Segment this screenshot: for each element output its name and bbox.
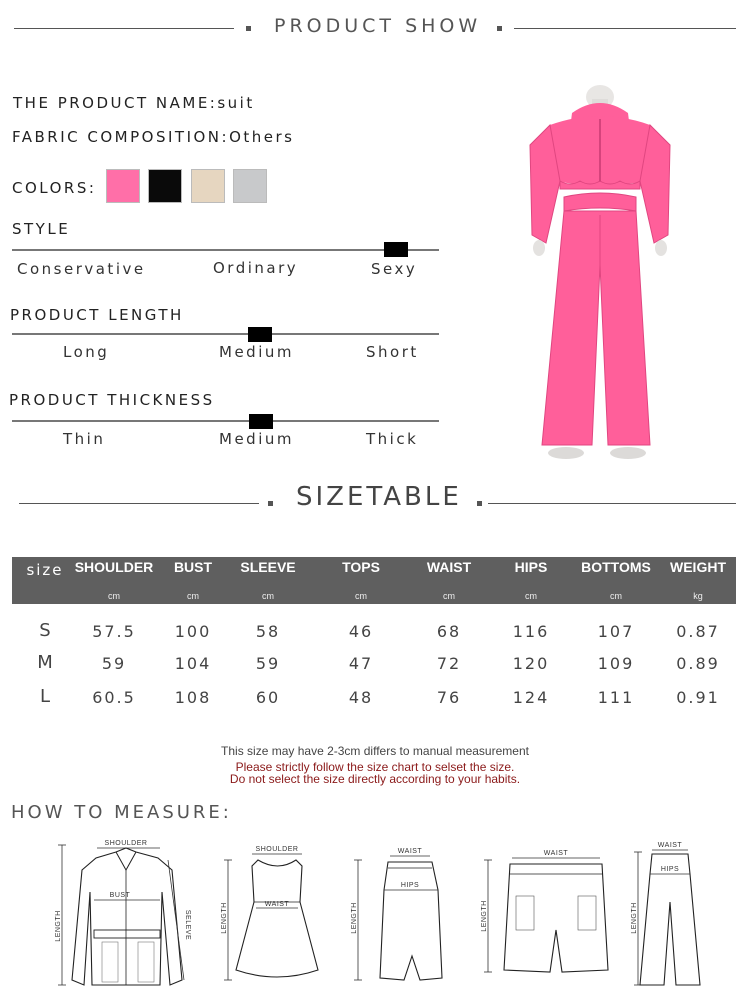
column-unit-bottoms: cm xyxy=(610,591,622,601)
pants-waist-label: WAIST xyxy=(657,842,683,849)
column-header-sleeve: SLEEVE xyxy=(240,559,296,575)
column-unit-bust: cm xyxy=(187,591,199,601)
shorts-length-label: LENGTH xyxy=(481,900,488,932)
colors-label: COLORS: xyxy=(12,179,97,197)
dress-shoulder-label: SHOULDER xyxy=(255,846,299,853)
column-header-bust: BUST xyxy=(173,559,213,575)
table-cell: 104 xyxy=(174,654,212,673)
table-cell: 111 xyxy=(597,688,635,707)
color-swatch-pink[interactable] xyxy=(106,169,140,203)
color-swatch-black[interactable] xyxy=(148,169,182,203)
column-header-bottoms: BOTTOMS xyxy=(581,559,651,575)
sizetable-square-right xyxy=(477,501,482,506)
note-follow-chart: Please strictly follow the size chart to selset the size. xyxy=(235,760,515,774)
column-unit-shoulder: cm xyxy=(108,591,120,601)
length-scale-marker xyxy=(248,327,272,342)
table-cell: 107 xyxy=(597,622,635,641)
header-rule-left xyxy=(14,28,234,29)
skirt-hips-label: HIPS xyxy=(400,882,420,889)
column-header-waist: WAIST xyxy=(426,559,472,575)
thickness-option-medium: Medium xyxy=(219,430,294,448)
header-square-left xyxy=(246,26,251,31)
pants-diagram xyxy=(631,842,700,985)
table-cell: 120 xyxy=(512,654,550,673)
length-option-medium: Medium xyxy=(219,343,294,361)
table-cell: 0.89 xyxy=(676,654,720,673)
fabric-composition-label: FABRIC COMPOSITION:Others xyxy=(12,128,295,146)
style-option-ordinary: Ordinary xyxy=(213,259,299,277)
table-cell: 0.91 xyxy=(676,688,720,707)
note-habits: Do not select the size directly according to your habits. xyxy=(229,772,521,786)
length-option-long: Long xyxy=(63,343,110,361)
dress-diagram xyxy=(221,846,318,980)
table-cell: 59 xyxy=(101,654,127,673)
table-cell: 58 xyxy=(255,622,281,641)
table-cell: 60.5 xyxy=(92,688,136,707)
pants-hips-label: HIPS xyxy=(660,866,680,873)
style-scale-line xyxy=(12,249,439,251)
column-unit-tops: cm xyxy=(355,591,367,601)
product-photo xyxy=(520,85,680,465)
table-cell: 0.87 xyxy=(676,622,720,641)
style-scale-title: STYLE xyxy=(12,220,71,238)
table-cell: 124 xyxy=(512,688,550,707)
column-unit-sleeve: cm xyxy=(262,591,274,601)
measurement-diagrams xyxy=(40,830,740,995)
note-measurement: This size may have 2-3cm differs to manual measurement xyxy=(221,744,529,758)
section-title-product-show: PRODUCT SHOW xyxy=(274,15,482,37)
sizetable-rule-right xyxy=(488,503,736,504)
column-unit-hips: cm xyxy=(525,591,537,601)
shorts-waist-label: WAIST xyxy=(543,850,569,857)
column-header-size: size xyxy=(26,561,64,579)
column-header-tops: TOPS xyxy=(342,559,380,575)
jacket-length-label: LENGTH xyxy=(55,910,62,942)
jacket-shoulder-label: SHOULDER xyxy=(104,840,148,847)
header-square-right xyxy=(497,26,502,31)
table-cell: 68 xyxy=(436,622,462,641)
table-cell: 59 xyxy=(255,654,281,673)
length-scale-line xyxy=(12,333,439,335)
color-swatch-grey[interactable] xyxy=(233,169,267,203)
section-title-sizetable: SIZETABLE xyxy=(296,482,462,512)
table-cell: 76 xyxy=(436,688,462,707)
pants-length-label: LENGTH xyxy=(631,902,638,934)
style-scale-marker xyxy=(384,242,408,257)
column-unit-weight: kg xyxy=(693,591,703,601)
table-cell: 60 xyxy=(255,688,281,707)
dress-length-label: LENGTH xyxy=(221,902,228,934)
thickness-scale-marker xyxy=(249,414,273,429)
table-cell: 100 xyxy=(174,622,212,641)
jacket-diagram xyxy=(55,840,191,985)
skirt-diagram xyxy=(351,848,442,980)
jacket-bust-label: BUST xyxy=(109,892,131,899)
length-scale-title: PRODUCT LENGTH xyxy=(10,306,184,324)
skirt-waist-label: WAIST xyxy=(397,848,423,855)
thickness-scale-line xyxy=(12,420,439,422)
table-cell: 116 xyxy=(512,622,550,641)
dress-waist-label: WAIST xyxy=(264,901,290,908)
jacket-sleeve-label: SELEVE xyxy=(184,909,191,941)
column-header-weight: WEIGHT xyxy=(670,559,726,575)
size-label-m: M xyxy=(37,652,53,673)
header-rule-right xyxy=(514,28,736,29)
column-header-hips: HIPS xyxy=(514,559,548,575)
color-swatch-apricot[interactable] xyxy=(191,169,225,203)
sizetable-square-left xyxy=(268,501,273,506)
table-cell: 109 xyxy=(597,654,635,673)
table-cell: 47 xyxy=(348,654,374,673)
shorts-diagram xyxy=(481,850,608,972)
length-option-short: Short xyxy=(366,343,419,361)
product-name-label: THE PRODUCT NAME:suit xyxy=(13,94,255,112)
skirt-length-label: LENGTH xyxy=(351,902,358,934)
thickness-option-thin: Thin xyxy=(63,430,106,448)
table-cell: 72 xyxy=(436,654,462,673)
style-option-sexy: Sexy xyxy=(371,260,418,278)
table-cell: 46 xyxy=(348,622,374,641)
size-label-s: S xyxy=(39,620,51,641)
column-unit-waist: cm xyxy=(443,591,455,601)
table-cell: 57.5 xyxy=(92,622,136,641)
how-to-measure-title: HOW TO MEASURE: xyxy=(11,802,232,823)
table-cell: 108 xyxy=(174,688,212,707)
column-header-shoulder: SHOULDER xyxy=(74,559,154,575)
table-cell: 48 xyxy=(348,688,374,707)
size-label-l: L xyxy=(39,686,51,707)
thickness-scale-title: PRODUCT THICKNESS xyxy=(9,391,215,409)
sizetable-rule-left xyxy=(19,503,259,504)
thickness-option-thick: Thick xyxy=(366,430,419,448)
style-option-conservative: Conservative xyxy=(17,260,146,278)
